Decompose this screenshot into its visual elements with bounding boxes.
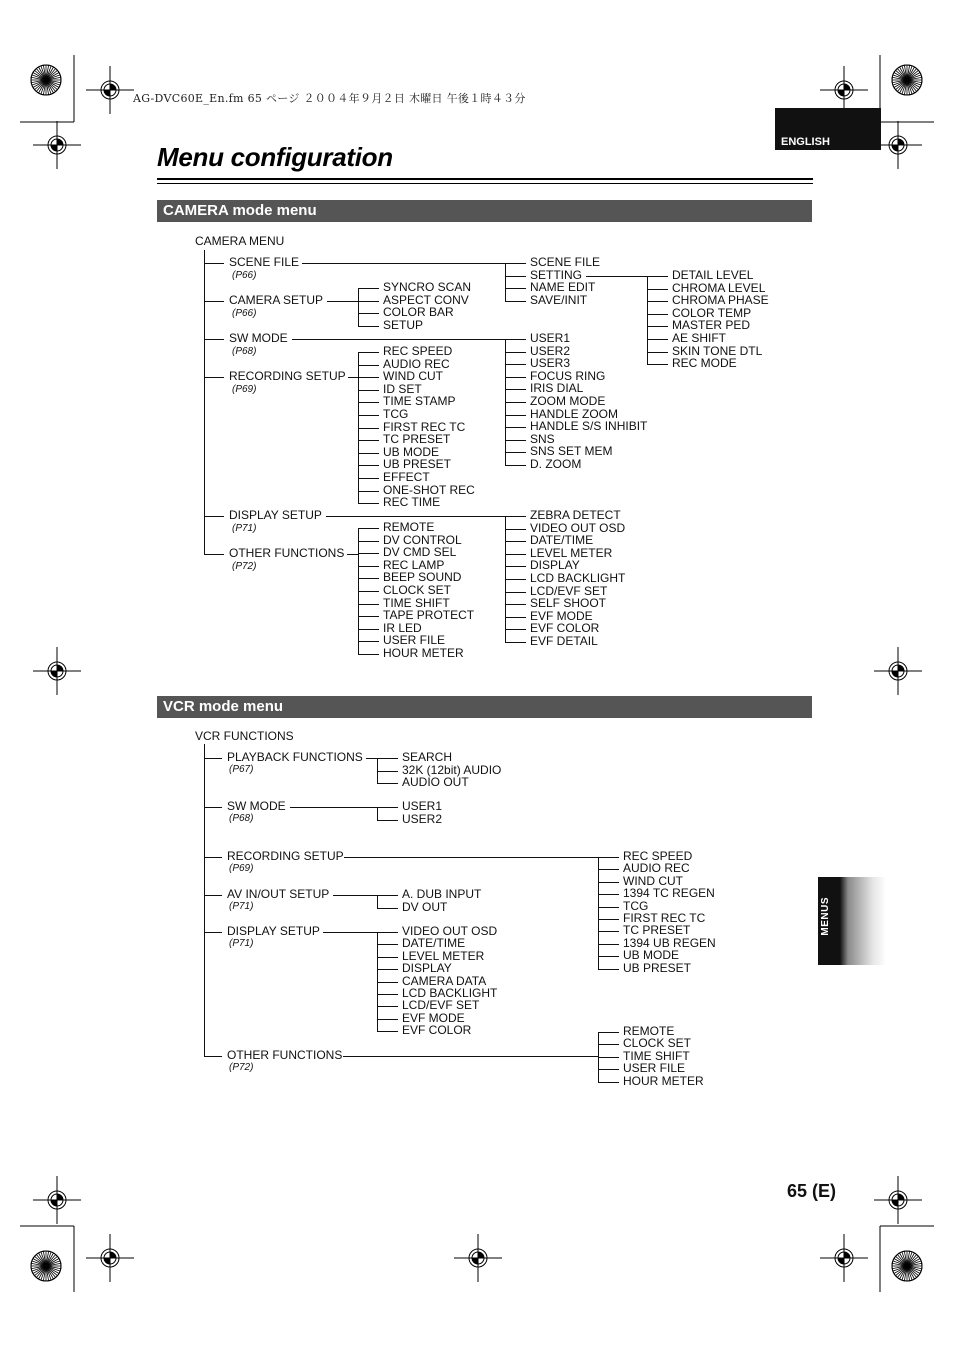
- connector-line: [204, 263, 224, 264]
- connector-line: [348, 377, 358, 378]
- connector-line: [377, 1006, 398, 1007]
- vcr-menu-root: VCR FUNCTIONS: [195, 729, 294, 743]
- connector-line: [358, 591, 379, 592]
- connector-line: [505, 339, 526, 340]
- connector-line: [358, 288, 379, 289]
- connector-line: [358, 528, 359, 655]
- connector-line: [505, 516, 506, 643]
- connector-line: [505, 440, 526, 441]
- language-tab: [775, 108, 881, 150]
- vcr-recording-item: UB PRESET: [623, 960, 692, 975]
- connector-line: [358, 402, 379, 403]
- sw-mode-item: IRIS DIAL: [530, 381, 584, 396]
- connector-line: [377, 1031, 398, 1032]
- connector-line: [377, 969, 398, 970]
- recording-setup-item: TCG: [383, 407, 409, 421]
- vcr-display-item: EVF MODE: [402, 1010, 465, 1025]
- connector-line: [358, 604, 379, 605]
- connector-line: [598, 931, 619, 932]
- connector-line: [358, 566, 379, 567]
- menu-item: SW MODE: [229, 331, 288, 345]
- vcr-display-item: DATE/TIME: [402, 936, 466, 951]
- connector-line: [647, 276, 668, 277]
- camera-setup-item: SYNCRO SCAN: [383, 280, 472, 294]
- connector-line: [647, 276, 648, 365]
- display-setup-item: LEVEL METER: [530, 545, 613, 560]
- page-ref: (P66): [232, 308, 257, 319]
- other-functions-item: TAPE PROTECT: [383, 608, 475, 623]
- connector-line: [358, 478, 379, 479]
- vcr-recording-item: WIND CUT: [623, 873, 683, 888]
- recording-setup-item: EFFECT: [383, 470, 430, 484]
- connector-line: [377, 957, 398, 958]
- connector-line: [377, 807, 398, 808]
- menu-item: AV IN/OUT SETUP: [227, 887, 330, 901]
- recording-setup-item: ID SET: [383, 381, 422, 396]
- other-functions-item: DV CONTROL: [383, 532, 462, 547]
- connector-line: [358, 352, 379, 353]
- other-functions-item: USER FILE: [383, 633, 446, 648]
- av-item: A. DUB INPUT: [402, 887, 482, 901]
- connector-line: [326, 516, 505, 517]
- connector-line: [598, 1044, 619, 1045]
- connector-line: [598, 969, 619, 970]
- connector-line: [598, 894, 619, 895]
- vcr-other-item: HOUR METER: [623, 1073, 704, 1088]
- vcr-recording-item: 1394 TC REGEN: [623, 886, 715, 901]
- connector-line: [377, 783, 398, 784]
- page-ref: (P68): [229, 813, 254, 824]
- sw-mode-item: SNS SET MEM: [530, 444, 613, 459]
- vcr-recording-item: TC PRESET: [623, 923, 691, 938]
- vcr-sw-mode-item: USER2: [402, 811, 443, 826]
- connector-line: [505, 301, 526, 302]
- display-setup-item: LCD BACKLIGHT: [530, 571, 626, 585]
- vcr-recording-item: REC SPEED: [623, 849, 693, 863]
- sw-mode-item: HANDLE S/S INHIBIT: [530, 419, 648, 434]
- connector-line: [358, 415, 379, 416]
- recording-setup-item: AUDIO REC: [383, 356, 450, 371]
- setting-item: SKIN TONE DTL: [672, 343, 763, 358]
- camera-menu-root: CAMERA MENU: [195, 234, 285, 248]
- menu-item: OTHER FUNCTIONS: [229, 546, 345, 560]
- connector-line: [358, 654, 379, 655]
- vcr-display-item: LCD BACKLIGHT: [402, 986, 498, 1000]
- connector-line: [377, 994, 398, 995]
- menu-item: CAMERA SETUP: [229, 293, 324, 307]
- recording-setup-item: UB PRESET: [383, 457, 452, 472]
- connector-line: [290, 807, 377, 808]
- connector-line: [377, 895, 398, 896]
- vcr-display-item: EVF COLOR: [402, 1023, 472, 1038]
- vcr-recording-item: AUDIO REC: [623, 861, 690, 876]
- title-rule: [157, 178, 813, 180]
- camera-setup-item: COLOR BAR: [383, 305, 454, 320]
- display-setup-item: LCD/EVF SET: [530, 583, 608, 598]
- other-functions-item: HOUR METER: [383, 646, 464, 660]
- connector-line: [344, 857, 598, 858]
- connector-line: [505, 352, 526, 353]
- display-setup-item: DISPLAY: [530, 558, 580, 573]
- connector-line: [358, 428, 379, 429]
- vcr-sw-mode-item: USER1: [402, 799, 443, 813]
- connector-line: [358, 541, 379, 542]
- sw-mode-item: D. ZOOM: [530, 457, 582, 471]
- connector-line: [204, 932, 222, 933]
- connector-line: [586, 276, 647, 277]
- connector-line: [505, 288, 526, 289]
- connector-line: [598, 956, 619, 957]
- connector-line: [505, 604, 526, 605]
- page-ref: (P68): [232, 346, 257, 357]
- sw-mode-item: ZOOM MODE: [530, 394, 606, 408]
- connector-line: [598, 919, 619, 920]
- connector-line: [505, 339, 506, 466]
- sw-mode-item: HANDLE ZOOM: [530, 406, 619, 421]
- connector-line: [505, 629, 526, 630]
- display-setup-item: SELF SHOOT: [530, 596, 607, 611]
- page-ref: (P72): [229, 1062, 254, 1073]
- connector-line: [347, 554, 358, 555]
- connector-line: [377, 820, 398, 821]
- connector-line: [377, 895, 378, 909]
- camera-setup-item: SETUP: [383, 317, 424, 332]
- menus-side-tab: [818, 877, 886, 965]
- page-ref: (P67): [229, 764, 254, 775]
- vcr-other-item: REMOTE: [623, 1024, 675, 1038]
- menu-item: DISPLAY SETUP: [229, 508, 322, 522]
- scene-file-item: SETTING: [530, 267, 583, 282]
- other-functions-item: REMOTE: [383, 520, 435, 534]
- connector-line: [598, 1032, 599, 1083]
- vcr-display-item: DISPLAY: [402, 961, 452, 976]
- connector-line: [358, 503, 379, 504]
- recording-setup-item: TC PRESET: [383, 432, 451, 447]
- other-functions-item: DV CMD SEL: [383, 545, 457, 560]
- camera-setup-item: ASPECT CONV: [383, 292, 469, 307]
- page-ref: (P72): [232, 561, 257, 572]
- page-ref: (P69): [229, 863, 254, 874]
- connector-line: [358, 288, 359, 327]
- connector-line: [377, 982, 398, 983]
- connector-line: [377, 932, 398, 933]
- connector-line: [647, 364, 668, 365]
- recording-setup-item: FIRST REC TC: [383, 419, 466, 434]
- page-ref: (P69): [232, 384, 257, 395]
- menu-item: RECORDING SETUP: [229, 369, 346, 383]
- connector-line: [358, 578, 379, 579]
- display-setup-item: DATE/TIME: [530, 533, 594, 548]
- menu-item: DISPLAY SETUP: [227, 924, 320, 938]
- connector-line: [302, 263, 505, 264]
- setting-item: AE SHIFT: [672, 331, 727, 345]
- connector-line: [598, 1032, 619, 1033]
- connector-line: [204, 377, 224, 378]
- connector-line: [377, 758, 398, 759]
- other-functions-item: BEEP SOUND: [383, 570, 462, 585]
- connector-line: [505, 389, 526, 390]
- setting-item: CHROMA LEVEL: [672, 280, 766, 295]
- scene-file-item: NAME EDIT: [530, 280, 596, 295]
- connector-line: [598, 1082, 619, 1083]
- connector-line: [598, 882, 619, 883]
- title-rule-thin: [157, 183, 813, 184]
- playback-item: SEARCH: [402, 750, 453, 764]
- sw-mode-item: USER1: [530, 331, 571, 345]
- connector-line: [204, 250, 205, 554]
- page-ref: (P71): [232, 523, 257, 534]
- connector-line: [358, 528, 379, 529]
- page-title: Menu configuration: [157, 142, 393, 172]
- connector-line: [598, 857, 619, 858]
- connector-line: [505, 592, 526, 593]
- connector-line: [647, 339, 668, 340]
- menu-item: SW MODE: [227, 799, 286, 813]
- camera-section-heading: CAMERA mode menu: [157, 200, 812, 222]
- sw-mode-item: FOCUS RING: [530, 368, 606, 383]
- connector-line: [358, 491, 379, 492]
- connector-line: [204, 554, 224, 555]
- display-setup-item: EVF DETAIL: [530, 634, 598, 648]
- vcr-display-item: LCD/EVF SET: [402, 998, 480, 1013]
- page-number: 65 (E): [787, 1181, 837, 1201]
- recording-setup-item: WIND CUT: [383, 369, 443, 384]
- vcr-other-item: TIME SHIFT: [623, 1048, 690, 1063]
- connector-line: [647, 314, 668, 315]
- playback-item: AUDIO OUT: [402, 775, 469, 790]
- sw-mode-item: USER2: [530, 343, 571, 358]
- connector-line: [358, 390, 379, 391]
- recording-setup-item: UB MODE: [383, 444, 440, 459]
- setting-item: REC MODE: [672, 356, 737, 371]
- recording-setup-item: TIME STAMP: [383, 394, 456, 409]
- setting-item: COLOR TEMP: [672, 305, 752, 320]
- connector-line: [358, 465, 379, 466]
- connector-line: [505, 642, 526, 643]
- connector-line: [204, 857, 222, 858]
- connector-line: [647, 326, 668, 327]
- connector-line: [333, 895, 377, 896]
- menus-side-tab-label: MENUS: [820, 897, 831, 936]
- page-ref: (P66): [232, 270, 257, 281]
- connector-line: [204, 1056, 222, 1057]
- connector-line: [358, 616, 379, 617]
- connector-line: [598, 1057, 619, 1058]
- scene-file-item: SCENE FILE: [530, 255, 601, 269]
- connector-line: [505, 579, 526, 580]
- connector-line: [647, 301, 668, 302]
- connector-line: [358, 641, 379, 642]
- connector-line: [505, 554, 526, 555]
- connector-line: [598, 857, 599, 970]
- connector-line: [377, 758, 378, 784]
- vcr-other-item: USER FILE: [623, 1061, 686, 1076]
- connector-line: [505, 452, 526, 453]
- display-setup-item: EVF COLOR: [530, 621, 600, 636]
- connector-line: [505, 516, 526, 517]
- menu-item: SCENE FILE: [229, 255, 300, 269]
- connector-line: [505, 415, 526, 416]
- connector-line: [505, 263, 526, 264]
- connector-line: [505, 529, 526, 530]
- connector-line: [204, 516, 224, 517]
- connector-line: [358, 377, 379, 378]
- setting-item: CHROMA PHASE: [672, 293, 769, 308]
- connector-line: [366, 758, 377, 759]
- page-ref: (P71): [229, 938, 254, 949]
- display-setup-item: ZEBRA DETECT: [530, 508, 621, 522]
- display-setup-item: VIDEO OUT OSD: [530, 520, 626, 535]
- connector-line: [204, 758, 222, 759]
- menu-item: RECORDING SETUP: [227, 849, 344, 863]
- connector-line: [598, 869, 619, 870]
- vcr-recording-item: UB MODE: [623, 948, 680, 963]
- recording-setup-item: REC TIME: [383, 495, 441, 510]
- vcr-section-heading: VCR mode menu: [157, 696, 812, 718]
- vcr-display-item: CAMERA DATA: [402, 973, 487, 988]
- connector-line: [204, 744, 205, 1056]
- vcr-recording-item: TCG: [623, 898, 649, 913]
- connector-line: [358, 301, 379, 302]
- connector-line: [377, 932, 378, 1032]
- connector-line: [358, 352, 359, 504]
- connector-line: [505, 617, 526, 618]
- connector-line: [377, 771, 398, 772]
- connector-line: [358, 313, 379, 314]
- connector-line: [598, 907, 619, 908]
- connector-line: [377, 1019, 398, 1020]
- connector-line: [358, 453, 379, 454]
- connector-line: [505, 364, 526, 365]
- display-setup-item: EVF MODE: [530, 608, 593, 623]
- connector-line: [358, 553, 379, 554]
- menu-item: PLAYBACK FUNCTIONS: [227, 750, 363, 764]
- connector-line: [598, 944, 619, 945]
- connector-line: [204, 895, 222, 896]
- connector-line: [505, 377, 526, 378]
- setting-item: DETAIL LEVEL: [672, 268, 754, 282]
- connector-line: [505, 427, 526, 428]
- connector-line: [377, 908, 398, 909]
- av-item: DV OUT: [402, 899, 448, 914]
- other-functions-item: IR LED: [383, 620, 422, 635]
- connector-line: [505, 263, 506, 302]
- connector-line: [647, 352, 668, 353]
- other-functions-item: CLOCK SET: [383, 583, 452, 597]
- playback-item: 32K (12bit) AUDIO: [402, 762, 502, 777]
- connector-line: [377, 807, 378, 821]
- connector-line: [377, 944, 398, 945]
- file-info-line: AG-DVC60E_En.fm 65 ページ ２００４年９月２日 木曜日 午後１時４３分: [133, 92, 526, 105]
- connector-line: [204, 301, 224, 302]
- connector-line: [323, 932, 377, 933]
- connector-line: [358, 440, 379, 441]
- recording-setup-item: ONE-SHOT REC: [383, 482, 475, 497]
- connector-line: [505, 566, 526, 567]
- other-functions-item: REC LAMP: [383, 557, 445, 572]
- connector-line: [358, 365, 379, 366]
- language-tab-label: ENGLISH: [781, 136, 830, 148]
- setting-item: MASTER PED: [672, 318, 751, 333]
- scene-file-item: SAVE/INIT: [530, 292, 588, 307]
- sw-mode-item: SNS: [530, 431, 555, 446]
- other-functions-item: TIME SHIFT: [383, 595, 450, 610]
- connector-line: [598, 1069, 619, 1070]
- connector-line: [358, 326, 379, 327]
- connector-line: [204, 339, 224, 340]
- connector-line: [647, 289, 668, 290]
- connector-line: [505, 276, 526, 277]
- connector-line: [505, 465, 526, 466]
- connector-line: [505, 402, 526, 403]
- vcr-recording-item: 1394 UB REGEN: [623, 935, 716, 950]
- page-ref: (P71): [229, 901, 254, 912]
- sw-mode-item: USER3: [530, 356, 571, 371]
- menu-item: OTHER FUNCTIONS: [227, 1048, 343, 1062]
- connector-line: [358, 629, 379, 630]
- vcr-display-item: VIDEO OUT OSD: [402, 924, 498, 938]
- connector-line: [292, 339, 505, 340]
- vcr-recording-item: FIRST REC TC: [623, 911, 706, 925]
- vcr-display-item: LEVEL METER: [402, 948, 485, 963]
- connector-line: [327, 301, 358, 302]
- connector-line: [343, 1056, 598, 1057]
- vcr-other-item: CLOCK SET: [623, 1036, 692, 1051]
- recording-setup-item: REC SPEED: [383, 344, 453, 358]
- connector-line: [505, 541, 526, 542]
- connector-line: [204, 807, 222, 808]
